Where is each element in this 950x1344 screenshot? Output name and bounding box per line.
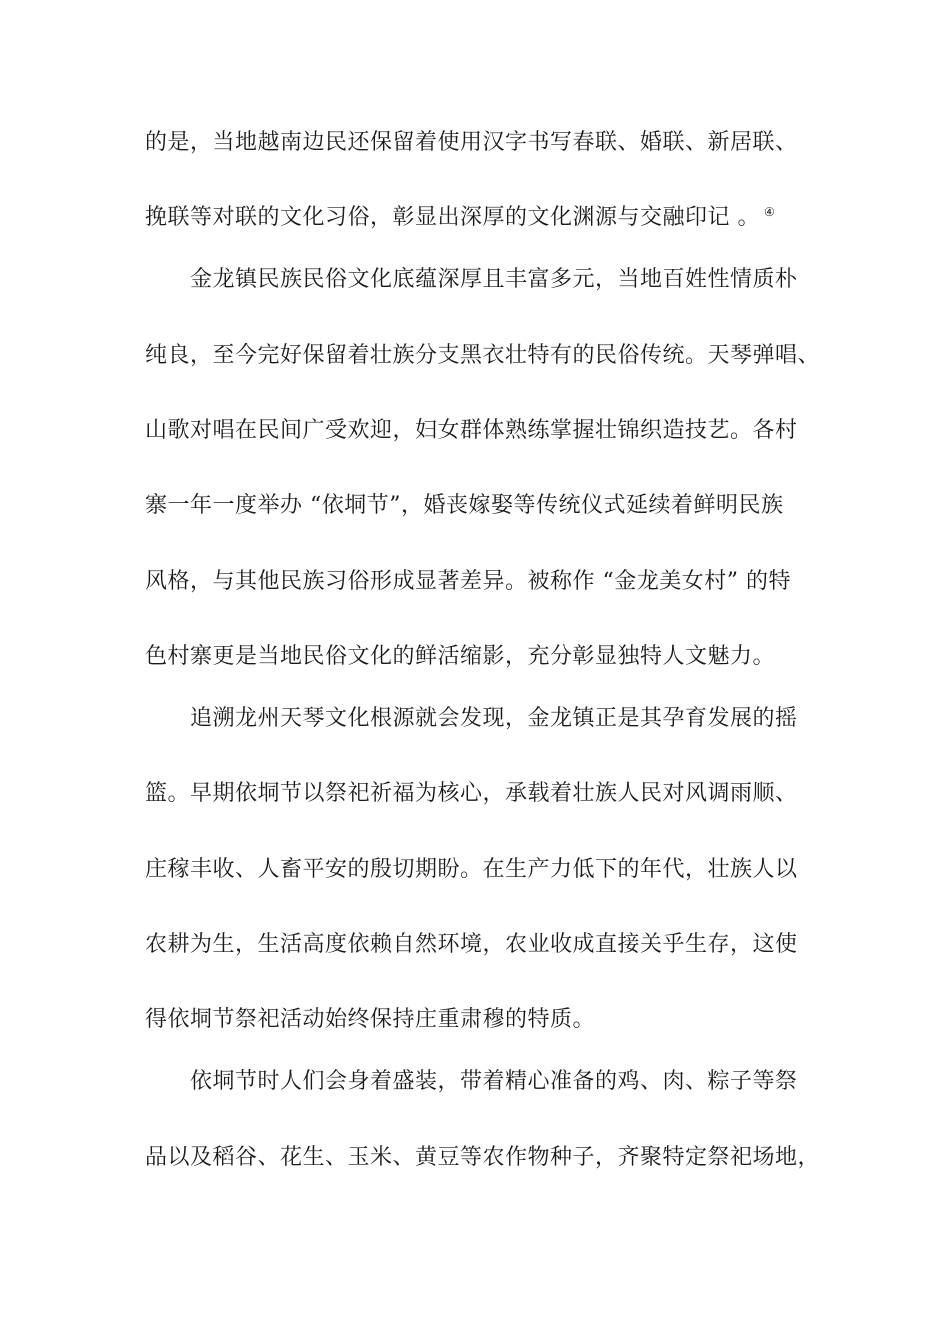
text-line: 农耕为生，生活高度依赖自然环境，农业收成直接关乎生存，这使 bbox=[145, 932, 798, 957]
text-span: 挽联等对联的文化习俗，彰显出深厚的文化渊源与交融印记 。 bbox=[145, 205, 760, 230]
text-line: 风格，与其他民族习俗形成显著差异。被称作 “金龙美女村” 的特 bbox=[145, 569, 791, 594]
footnote-marker[interactable]: ④ bbox=[764, 204, 776, 219]
text-line: 山歌对唱在民间广受欢迎，妇女群体熟练掌握壮锦织造技艺。各村 bbox=[145, 418, 798, 443]
text-line: 寨一年一度举办 “依垌节”，婚丧嫁娶等传统仪式延续着鲜明民族 bbox=[145, 493, 784, 518]
text-line: 篮。早期依垌节以祭祀祈福为核心，承载着壮族人民对风调雨顺、 bbox=[145, 781, 798, 806]
text-line: 庄稼丰收、人畜平安的殷切期盼。在生产力低下的年代，壮族人以 bbox=[145, 857, 798, 882]
paragraph-first-line: 依垌节时人们会身着盛装，带着精心准备的鸡、肉、粽子等祭 bbox=[190, 1069, 798, 1094]
paragraph-first-line: 追溯龙州天琴文化根源就会发现，金龙镇正是其孕育发展的摇 bbox=[190, 706, 798, 731]
text-line: 纯良，至今完好保留着壮族分支黑衣壮特有的民俗传统。天琴弹唱、 bbox=[145, 343, 821, 368]
text-line bbox=[145, 203, 775, 233]
text-line: 品以及稻谷、花生、玉米、黄豆等农作物种子，齐聚特定祭祀场地， bbox=[145, 1145, 821, 1170]
paragraph-first-line: 金龙镇民族民俗文化底蕴深厚且丰富多元，当地百姓性情质朴 bbox=[190, 267, 798, 292]
text-line: 色村寨更是当地民俗文化的鲜活缩影，充分彰显独特人文魅力。 bbox=[145, 644, 776, 669]
text-line: 得依垌节祭祀活动始终保持庄重肃穆的特质。 bbox=[145, 1007, 596, 1032]
text-line: 的是，当地越南边民还保留着使用汉字书写春联、婚联、新居联、 bbox=[145, 130, 798, 155]
